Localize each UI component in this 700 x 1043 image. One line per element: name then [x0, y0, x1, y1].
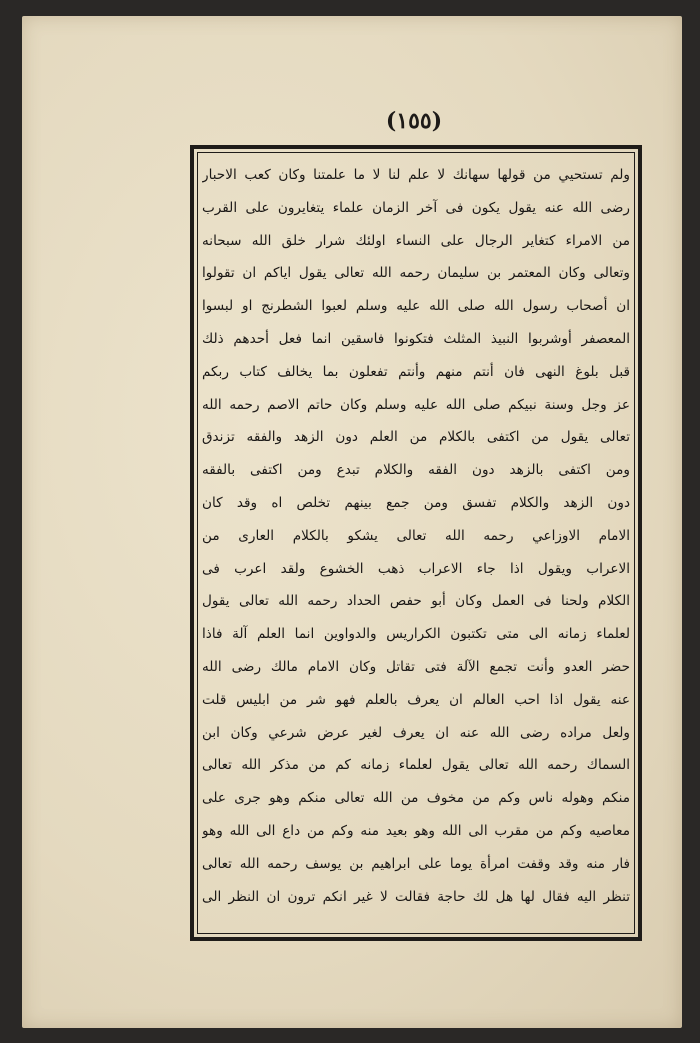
text-line: قبل بلوغ النهى فان أنتم منهم وأنتم تفعلون بما يخالف كتاب ربكم	[202, 363, 630, 380]
text-line: معاصيه وكم من مقرب الى الله وهو بعيد منه وكم من داع الى الله وهو	[202, 822, 630, 839]
text-line: الاعراب ويقول اذا جاء الاعراب ذهب الخشوع ولقد اعرب فى	[202, 560, 630, 577]
text-frame	[190, 145, 642, 941]
text-line: لعلماء زمانه الى متى تكتبون الكراريس والدواوين انما العلم آلة فاذا	[202, 626, 630, 643]
text-line: الكلام ولحنا فى العمل وكان أبو حفص الحداد رحمه الله تعالى يقول	[202, 593, 630, 610]
text-line: فار منه وقد وقفت امرأة يوما على ابراهيم بن يوسف رحمه الله تعالى	[202, 855, 630, 872]
text-line: المعصفر أوشربوا النبيذ المثلث فتكونوا فاسقين انما فعل أحدهم ذلك	[202, 330, 630, 347]
text-line: السماك رحمه الله تعالى يقول لعلماء زمانه كم من مذكر الله تعالى	[202, 757, 630, 774]
text-line: تعالى يقول من اكتفى بالكلام من العلم دون الزهد والفقه تزندق	[202, 429, 630, 446]
text-line: ولم تستحيي من قولها سهانك لا علم لنا لا ما علمتنا وكان كعب الاحبار	[202, 167, 630, 183]
text-block	[202, 159, 630, 913]
text-line: من الامراء كتغاير الرجال على النساء اولئك شرار خلق الله سبحانه	[202, 232, 630, 249]
text-line: ان أصحاب رسول الله صلى الله عليه وسلم لعبوا الشطرنج او لبسوا	[202, 298, 630, 315]
text-line: عنه يقول اذا احب العالم ان يعرف بالعلم فهو شر من ابليس قلت	[202, 691, 630, 708]
text-line: عز وجل وسنة نبيكم صلى الله عليه وسلم وكان حاتم الاصم رحمه الله	[202, 396, 630, 413]
text-line: حضر العدو وأنت تجمع الآلة فتى تقاتل وكان الامام مالك رضى الله	[202, 658, 630, 675]
text-line: ولعل مراده رضى الله عنه ان يعرف لغير عرض شرعي وكان ابن	[202, 724, 630, 741]
text-line: دون الزهد والكلام تفسق ومن جمع بينهم تخلص اه وقد كان	[202, 494, 630, 511]
text-line: منكم وهوله ناس وكم من مخوف من الله تعالى منكم وهو جرى على	[202, 790, 630, 807]
book-page	[22, 16, 682, 1028]
page-number: (١٥٥)	[385, 108, 443, 134]
text-line: تنظر اليه فقال لها هل لك حاجة فقالت لا غير انكم ترون ان النظر الى	[202, 888, 630, 905]
text-line: ومن اكتفى بالزهد دون الفقه والكلام تبدع ومن اكتفى بالفقه	[202, 462, 630, 479]
text-line: رضى الله عنه يقول يكون فى آخر الزمان علماء يتغايرون على القرب	[202, 199, 630, 216]
text-line: وتعالى وكان المعتمر بن سليمان رحمه الله تعالى يقول اياكم ان تقولوا	[202, 265, 630, 282]
text-line: الامام الاوزاعي رحمه الله تعالى يشكو بالكلام العارى من	[202, 527, 630, 544]
